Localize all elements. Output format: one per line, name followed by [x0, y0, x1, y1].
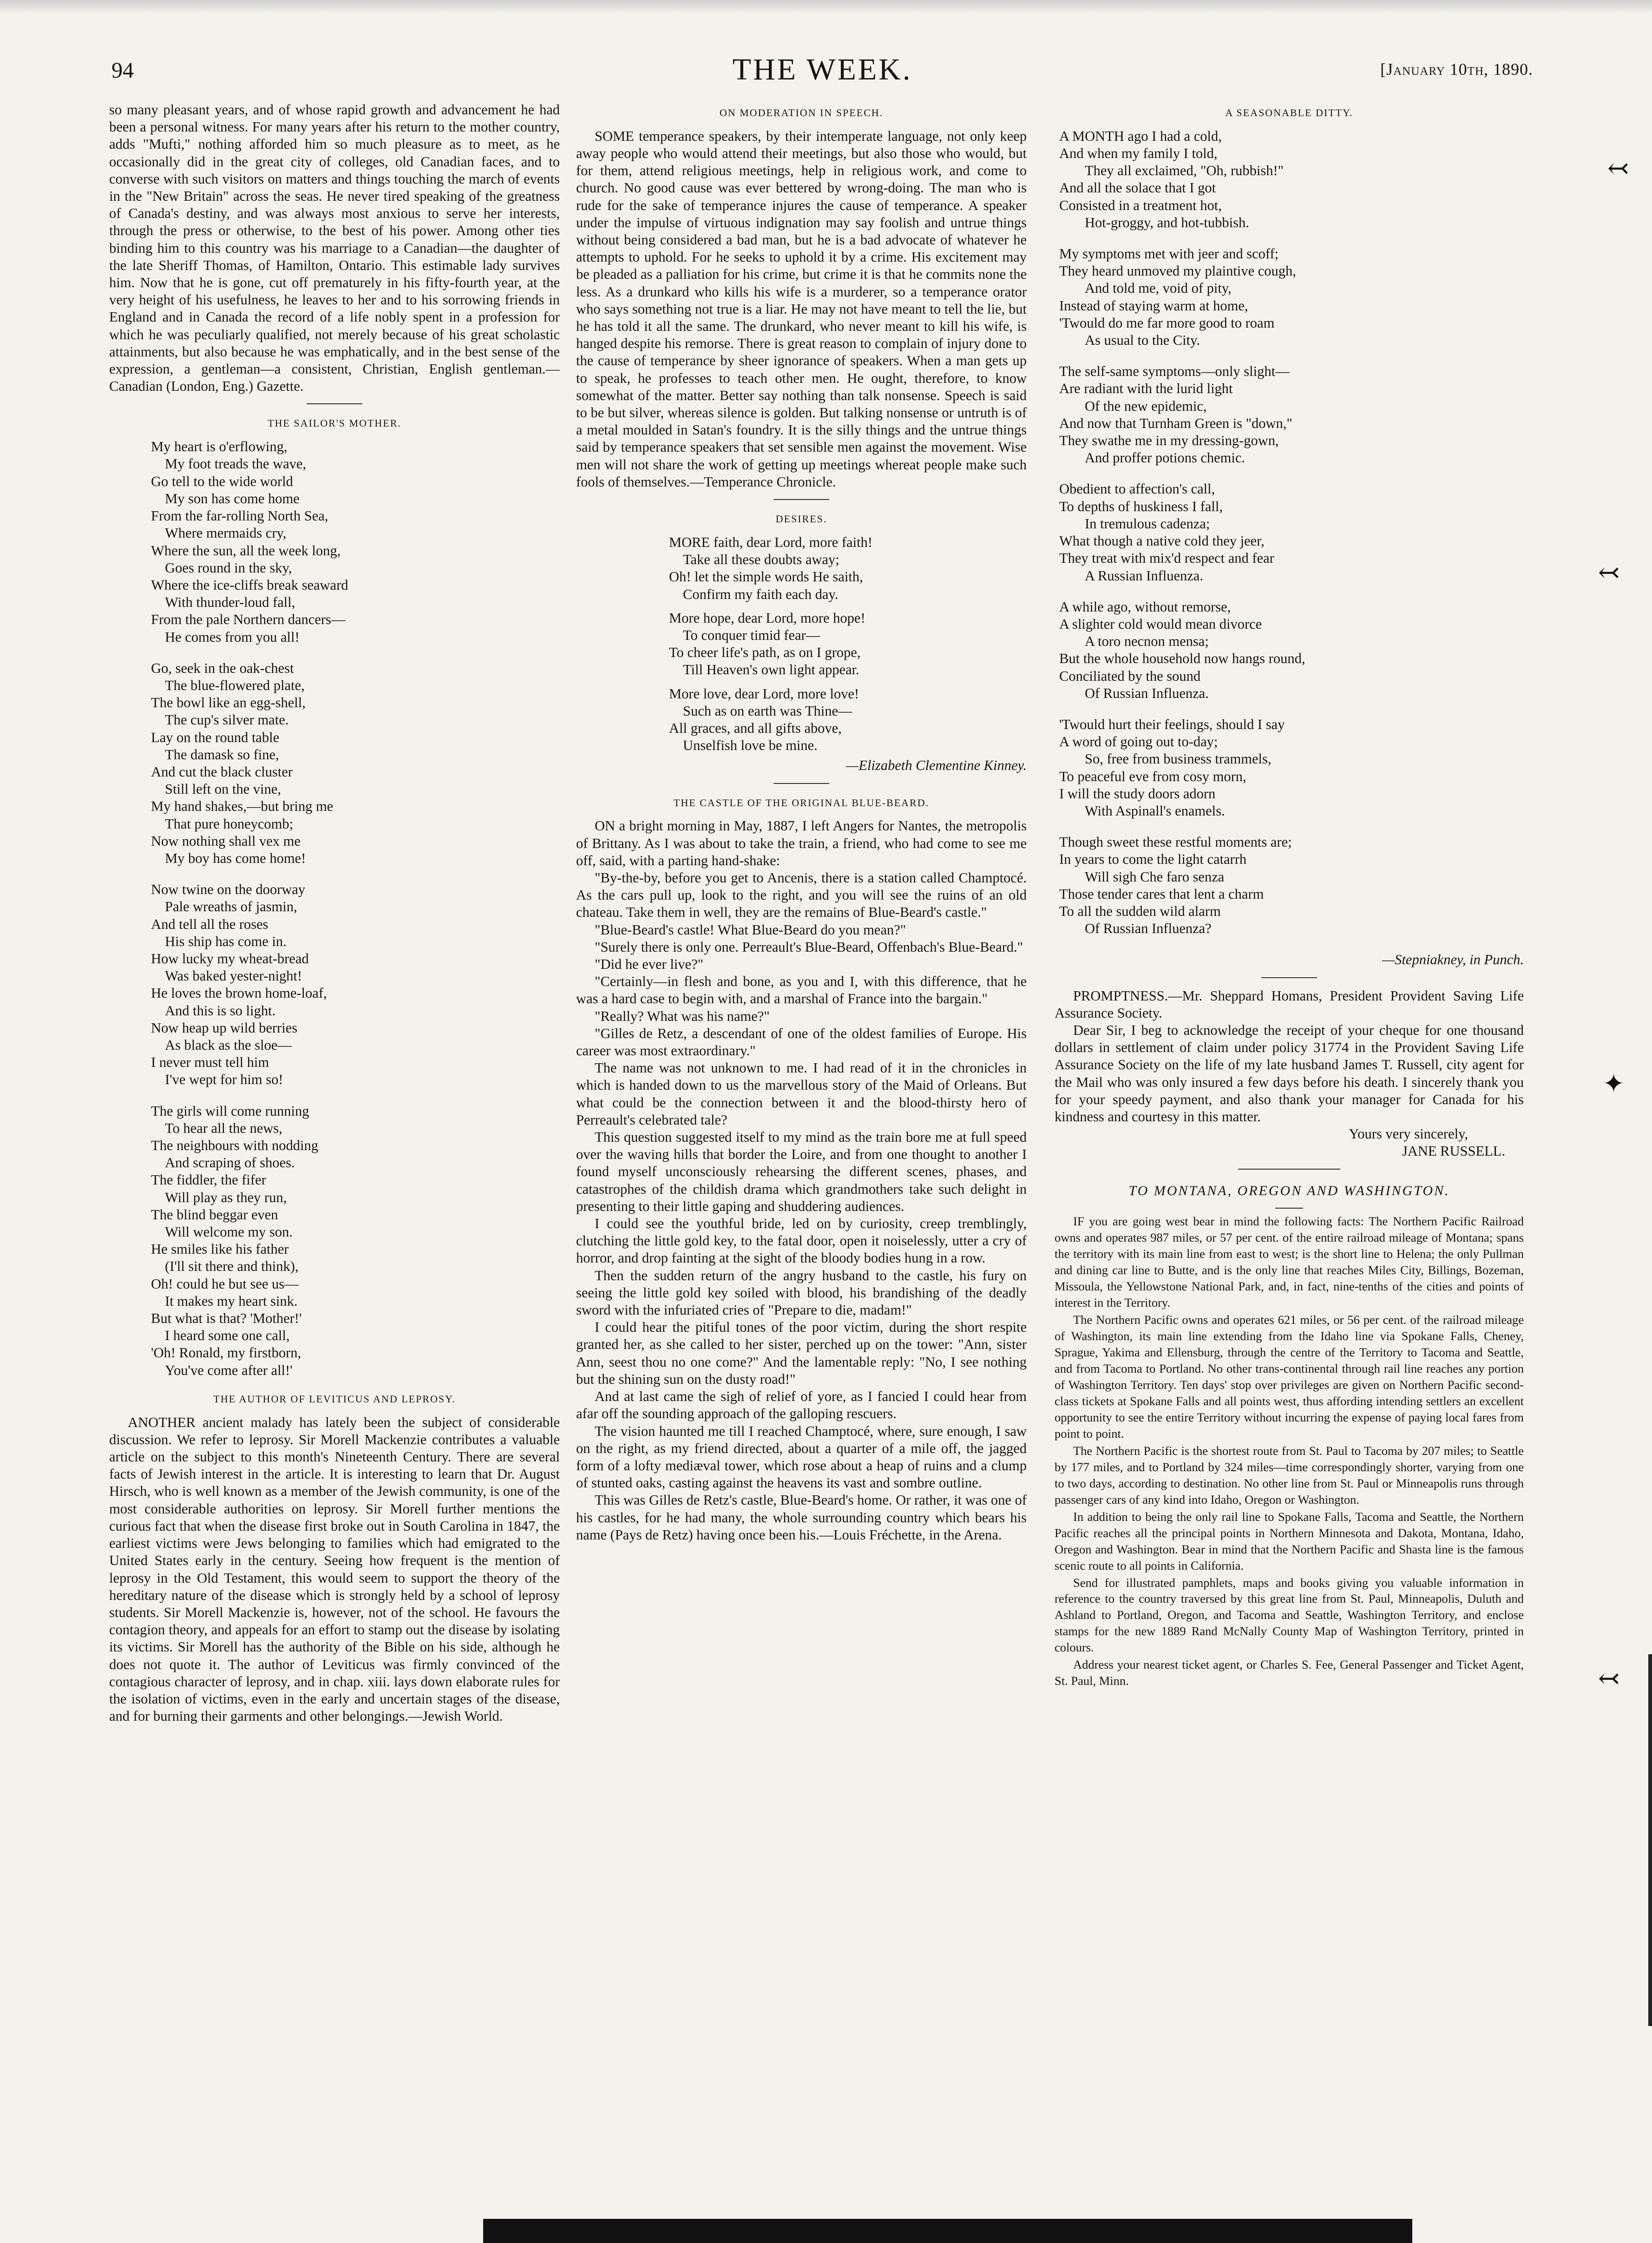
scan-edge-right — [1648, 1654, 1652, 2026]
article-paragraph: And at last came the sigh of relief of yore, as I fancied I could hear from afar off the sounding approach of the galloping rescuers. — [576, 1388, 1027, 1422]
poem-line: Go, seek in the oak-chest — [151, 660, 294, 676]
poem-line: That pure honeycomb; — [165, 816, 294, 832]
moderation-article: SOME temperance speakers, by their intemperate language, not only keep away people who would attend their meetings, but also those who would, but for them, attend religious meetings, help in religious work, and come to church. No good cause was ever bettered by wrong-doing. The man who is rude for the sake of temperance injures the cause of temperance. A speaker under the impulse of virtuous indignation may say foolish and untrue things without being considered a bad man, but he is a bad advocate of whatever he attempts to uphold. For he seeks to uphold it by a crime. His excitement may be pleaded as a palliation for his crime, but crime it is that he commits none the less. As a drunkard who kills his wife is a murderer, so a temperance orator who says something not true is a liar. He may not have meant to tell the lie, but he has told it all the same. The drunkard, who never meant to kill his wife, is hanged despite his remorse. There is great reason to complain of injury done to the cause of temperance by sheer ignorance of speakers. When a man gets up to speak, he professes to teach other men. He ought, therefore, to know somewhat of the matter. Better say nothing than talk nonsense. Speech is said to be but silver, whereas silence is golden. But talking nonsense or untruth is of a metal moulded in Satan's foundry. It is the silly things and the untrue things said by temperance speakers that set sensible men against the movement. Wise men will not share the work of getting up meetings whereat people make such fools of themselves.—Temperance Chronicle. — [576, 128, 1027, 490]
castle-article — [576, 817, 1027, 1544]
poem-line: His ship has come in. — [165, 933, 287, 949]
letter-signature: JANE RUSSELL. — [1402, 1143, 1505, 1159]
poem-stanza — [1059, 599, 1524, 702]
article-paragraph: "Certainly—in flesh and bone, as you and I, with this difference, that he was a hard case to begin with, and a marshal of France into the bargain." — [576, 974, 1027, 1007]
poem-line: The self-same symptoms—only slight— — [1059, 363, 1290, 380]
poem-line: My heart is o'erflowing, — [151, 439, 288, 455]
poem-line: All graces, and all gifts above, — [669, 720, 842, 736]
article-paragraph: The Northern Pacific owns and operates 621 miles, or 56 per cent. of the railroad mileage of Washington, its main line extending from the Idaho line via Spokane Falls, Cheney, Sprague, Yakima and Ellensburg, through the centre of the Territory to Tacoma and Seattle, and from Tacoma to Portland. No other trans-continental through rail line reaches any portion of Washington Territory. Ten days' stop over privileges are given on Northern Pacific second-class tickets at Spokane Falls and all points west, thus affording intending settlers an excellent opportunity to see the entire Territory without incurring the expense of paying local fares from point to point. — [1055, 1313, 1524, 1441]
poem-line: And this is so light. — [165, 1002, 276, 1019]
poem-line: A Russian Influenza. — [1085, 567, 1203, 584]
poem-line: To all the sudden wild alarm — [1059, 903, 1221, 919]
poem-line: Will play as they run, — [165, 1189, 287, 1205]
poem-line: To conquer timid fear— — [683, 627, 820, 643]
poem-line: But the whole household now hangs round, — [1059, 651, 1305, 667]
poem-line: Now heap up wild berries — [151, 1020, 298, 1036]
article-paragraph: This was Gilles de Retz's castle, Blue-Beard's home. Or rather, it was one of his castles, for he had many, the whole surrounding country which bears his name (Pays de Retz) having once been his.—Louis Fréchette, in the Arena. — [576, 1492, 1027, 1543]
poem-line: They treat with mix'd respect and fear — [1059, 550, 1274, 566]
letter-closing: Yours very sincerely, — [1349, 1126, 1468, 1142]
poem-stanza — [1059, 128, 1524, 231]
poem-line: Was baked yester-night! — [165, 968, 302, 984]
poem-line: They heard unmoved my plaintive cough, — [1059, 263, 1296, 279]
article-title: A SEASONABLE DITTY. — [1225, 107, 1353, 118]
poem-line: So, free from business trammels, — [1085, 751, 1272, 767]
margin-mark-icon: ↢ — [1598, 1664, 1620, 1693]
article-paragraph: I could hear the pitiful tones of the poor victim, during the short respite granted her, as she called to her sister, perched up on the tower: "Ann, sister Ann, seest thou no one come?" And the lamentable reply: "No, I see nothing but the shining sun on the dusty road!" — [576, 1319, 1027, 1387]
divider — [774, 783, 829, 784]
page-number: 94 — [111, 58, 134, 83]
poem-line: And all the solace that I got — [1059, 180, 1216, 196]
poem-line: Where mermaids cry, — [165, 525, 287, 541]
poem-stanza — [1059, 363, 1524, 467]
poem-stanza — [1059, 834, 1524, 937]
poem-line: The neighbours with nodding — [151, 1138, 319, 1153]
poem-stanza — [151, 1103, 560, 1379]
issue-date: [January 10th, 1890. — [1380, 60, 1533, 79]
margin-mark-icon: ↢ — [1607, 154, 1629, 183]
poem-line: Of Russian Influenza? — [1085, 921, 1212, 937]
poem-line: In tremulous cadenza; — [1085, 515, 1210, 532]
poem-line: And proffer potions chemic. — [1085, 450, 1246, 466]
article-title: THE SAILOR'S MOTHER. — [268, 417, 401, 429]
poem-line: The girls will come running — [151, 1103, 309, 1119]
leviticus-article: ANOTHER ancient malady has lately been the subject of considerable discussion. We refer to leprosy. Sir Morell Mackenzie contributes a valuable article on the subject to this month's Nineteenth Century. There are several facts of Jewish interest in the article. It is interesting to learn that Dr. August Hirsch, who is well known as a member of the Jewish community, is one of the most considerable authorities on leprosy. Sir Morell further mentions the curious fact that when the disease first broke out in South Carolina in 1847, the earliest victims were Jews belonging to families which had emigrated to the United States early in the century. Seeing how frequent is the mention of leprosy in the Old Testament, this would seem to support the theory of the hereditary nature of the disease which is strongly held by a school of leprosy students. Sir Morell Mackenzie is, however, not of the school. He favours the contagion theory, and appeals for an effort to stamp out the disease by isolating its victims. Sir Morell has the authority of the Bible on his side, although he does not quote it. The author of Leviticus was firmly convinced of the contagious character of leprosy, and in chap. xiii. lays down elaborate rules for the isolation of victims, even in the early and uncertain stages of the disease, and for burning their garments and other belongings.—Jewish World. — [109, 1414, 560, 1724]
article-paragraph: "Surely there is only one. Perreault's Blue-Beard, Offenbach's Blue-Beard." — [595, 939, 1023, 955]
poem-line: What though a native cold they jeer, — [1059, 533, 1265, 549]
poem-line: Hot-groggy, and hot-tubbish. — [1085, 214, 1249, 230]
article-title: THE CASTLE OF THE ORIGINAL BLUE-BEARD. — [673, 796, 930, 809]
poem-line: (I'll sit there and think), — [165, 1258, 299, 1275]
poem-stanza — [669, 534, 1027, 603]
poem-line: A word of going out to-day; — [1059, 734, 1218, 750]
masthead — [111, 52, 1533, 103]
poem-line: Consisted in a treatment hot, — [1059, 197, 1222, 213]
poem-line: A toro necnon mensa; — [1085, 633, 1209, 650]
poem-line: And tell all the roses — [151, 916, 269, 932]
poem-line: Are radiant with the lurid light — [1059, 381, 1233, 397]
poem-line: As usual to the City. — [1085, 332, 1200, 349]
poem-line: More love, dear Lord, more love! — [669, 685, 859, 702]
poem-line: My son has come home — [165, 490, 300, 506]
poem-line: Go tell to the wide world — [151, 473, 293, 489]
divider — [1238, 1169, 1340, 1170]
poem-line: The damask so fine, — [165, 746, 279, 763]
poem-line: With Aspinall's enamels. — [1085, 802, 1225, 819]
poem-line: 'Twould hurt their feelings, should I say — [1059, 716, 1285, 732]
poem-line: Will sigh Che faro senza — [1085, 868, 1225, 885]
poem-line: Till Heaven's own light appear. — [683, 662, 859, 678]
poem-author: —Stepniakney, in Punch. — [1382, 952, 1524, 968]
poem-line: In years to come the light catarrh — [1059, 851, 1247, 868]
poem-line: To hear all the news, — [165, 1120, 282, 1136]
poem-line: Those tender cares that lent a charm — [1059, 886, 1264, 902]
scan-edge-bottom — [483, 2219, 1412, 2243]
scan-edge-top — [0, 0, 1652, 14]
poem-line: Now nothing shall vex me — [151, 833, 301, 849]
poem-line: He loves the brown home-loaf, — [151, 985, 327, 1001]
poem-line: Pale wreaths of jasmin, — [165, 899, 297, 915]
poem-line: My boy has come home! — [165, 850, 306, 866]
poem-line: The blind beggar even — [151, 1206, 278, 1223]
poem-line: MORE faith, dear Lord, more faith! — [669, 534, 872, 550]
poem-line: Of Russian Influenza. — [1085, 685, 1209, 701]
article-title: DESIRES. — [775, 513, 827, 525]
poem-line: The bowl like an egg-shell, — [151, 695, 306, 711]
poem-stanza — [1059, 716, 1524, 820]
poem-line: I never must tell him — [151, 1054, 269, 1071]
poem-line: Goes round in the sky, — [165, 559, 292, 576]
railroad-advertisement — [1055, 1213, 1524, 1689]
poem-line: A MONTH ago I had a cold, — [1059, 128, 1222, 144]
poem-line: A slighter cold would mean divorce — [1059, 616, 1262, 632]
poem-line: The blue-flowered plate, — [165, 677, 305, 693]
poem-line: And when my family I told, — [1059, 145, 1218, 162]
poem-stanza — [151, 438, 560, 645]
poem-line: Though sweet these restful moments are; — [1059, 834, 1292, 850]
poem-line: You've come after all!' — [165, 1362, 293, 1378]
poem-line: My foot treads the wave, — [165, 456, 307, 472]
article-paragraph: Then the sudden return of the angry husband to the castle, his fury on seeing the little gold key soiled with blood, his brandishing of the deadly sword with the infuriated cries of "Prepare to die, madam!" — [576, 1267, 1027, 1318]
poem-line: Obedient to affection's call, — [1059, 481, 1215, 497]
poem-line: I heard some one call, — [165, 1328, 290, 1344]
divider — [307, 403, 362, 404]
article-paragraph: "By-the-by, before you get to Ancenis, there is a station called Champtocé. As the cars pull up, look to the right, and you will see the ruins of an old chateau. Take them in well, they are the remains of Blue-Beard's castle." — [576, 870, 1027, 921]
poem-line: Where the sun, all the week long, — [151, 542, 341, 559]
poem-line: Such as on earth was Thine— — [683, 703, 852, 719]
ditty-poem — [1059, 128, 1524, 938]
poem-stanza — [151, 660, 560, 867]
poem-line: To cheer life's path, as on I grope, — [669, 645, 861, 661]
poem-line: Now twine on the doorway — [151, 881, 306, 898]
poem-line: Still left on the vine, — [165, 781, 281, 797]
margin-mark-icon: ✦ — [1603, 1070, 1625, 1098]
poem-stanza — [1059, 245, 1524, 349]
poem-stanza — [669, 685, 1027, 755]
poem-line: The fiddler, the fifer — [151, 1172, 266, 1188]
poem-line: Oh! could he but see us— — [151, 1276, 299, 1292]
article-paragraph: ON a bright morning in May, 1887, I left Angers for Nantes, the metropolis of Brittany. As I was about to take the train, a friend, who had come to see me off, said, with a parting hand-shake: — [576, 818, 1027, 868]
poem-line: The cup's silver mate. — [165, 712, 289, 728]
poem-line: Lay on the round table — [151, 729, 280, 745]
article-paragraph: "Did he ever live?" — [595, 956, 704, 973]
article-paragraph: Send for illustrated pamphlets, maps and books giving you valuable information in reference to the country traversed by this great line from St. Paul, Minneapolis, Duluth and Ashland to Portland, Oregon, and Tacoma and Seattle, Washington Territory, and enclose stamps for the new 1889 Rand McNally County Map of Washington Territory, printed in colours. — [1055, 1575, 1524, 1655]
poem-line: To peaceful eve from cosy morn, — [1059, 768, 1246, 784]
poem-line: Oh! let the simple words He saith, — [669, 569, 863, 585]
article-paragraph: "Gilles de Retz, a descendant of one of the oldest families of Europe. His career was most extraordinary." — [576, 1025, 1027, 1059]
poem-line: 'Twould do me far more good to roam — [1059, 315, 1275, 331]
poem-line: My hand shakes,—but bring me — [151, 798, 334, 815]
poem-line: And cut the black cluster — [151, 763, 293, 780]
article-paragraph: The name was not unknown to me. I had read of it in the chronicles in which is handed down to us the marvellous story of the Maid of Orleans. But what could be the connection between it and the blood-thirsty hero of Perreault's celebrated tale? — [576, 1060, 1027, 1128]
poem-line: From the pale Northern dancers— — [151, 612, 346, 628]
poem-line: A while ago, without remorse, — [1059, 599, 1231, 615]
poem-line: My symptoms met with jeer and scoff; — [1059, 246, 1279, 262]
article-paragraph: In addition to being the only rail line to Spokane Falls, Tacoma and Seattle, the Northern Pacific reaches all the principal points in Northern Minnesota and Dakota, Montana, Idaho, Oregon and Washington. Bear in mind that the Northern Pacific and Shasta line is the famous scenic route to all points in California. — [1055, 1509, 1524, 1572]
article-paragraph: "Really? What was his name?" — [595, 1008, 770, 1024]
article-paragraph: The Northern Pacific is the shortest route from St. Paul to Tacoma by 207 miles; to Seattle by 177 miles, and to Portland by 324 miles—time correspondingly shorter, varying from one to two days, according to destination. No other line from St. Paul or Minneapolis runs through passenger cars of any kind into Idaho, Oregon or Washington. — [1055, 1443, 1524, 1506]
poem-line: Confirm my faith each day. — [683, 586, 839, 602]
poem-line: But what is that? 'Mother!' — [151, 1310, 302, 1327]
article-paragraph: The vision haunted me till I reached Champtocé, where, sure enough, I saw on the right, as my friend directed, about a quarter of a mile off, the jagged form of a lofty mediæval tower, which rose about a heap of ruins and a clump of stunted oaks, casting against the heavens its vast and sombre outline. — [576, 1423, 1027, 1491]
poem-line: As black as the sloe— — [165, 1037, 292, 1053]
poem-stanza — [1059, 480, 1524, 584]
poem-line: He smiles like his father — [151, 1241, 289, 1257]
column-middle — [576, 101, 1027, 2178]
promptness-intro — [1055, 987, 1524, 1022]
promptness-letter: Dear Sir, I beg to acknowledge the receipt of your cheque for one thousand dollars in settlement of claim under policy 31774 in the Provident Saving Life Assurance Society on the life of my late husband James T. Russell, city agent for the Mail who was only insured a few days before his death. I sincerely thank you for your speedy payment, and also thank your manager for Canada for his kindness and courtesy in this matter. — [1055, 1022, 1524, 1125]
poem-line: Where the ice-cliffs break seaward — [151, 577, 348, 593]
promptness-intro-text: —Mr. Sheppard Homans, President Provident Saving Life Assurance Society. — [1055, 987, 1524, 1021]
poem-line: Instead of staying warm at home, — [1059, 297, 1248, 314]
column-right — [1055, 101, 1524, 2178]
sailor-poem — [151, 438, 560, 1379]
promptness-label: PROMPTNESS. — [1073, 987, 1168, 1004]
column-left — [109, 101, 560, 2178]
margin-mark-icon: ↢ — [1598, 559, 1620, 587]
advertisement-title: TO MONTANA, OREGON AND WASHINGTON. — [1128, 1183, 1450, 1198]
poem-line: I will the study doors adorn — [1059, 785, 1216, 802]
poem-line: Conciliated by the sound — [1059, 668, 1201, 684]
poem-line: And now that Turnham Green is "down," — [1059, 415, 1292, 431]
poem-line: It makes my heart sink. — [165, 1293, 298, 1309]
poem-line: Take all these doubts away; — [683, 552, 839, 568]
poem-line: More hope, dear Lord, more hope! — [669, 610, 865, 626]
poem-line: They swathe me in my dressing-gown, — [1059, 433, 1279, 449]
divider — [1261, 977, 1317, 978]
poem-line: He comes from you all! — [165, 629, 300, 645]
poem-line: With thunder-loud fall, — [165, 594, 295, 611]
article-title: THE AUTHOR OF LEVITICUS AND LEPROSY. — [213, 1393, 456, 1405]
article-paragraph: "Blue-Beard's castle! What Blue-Beard do you mean?" — [595, 921, 906, 938]
poem-line: Of the new epidemic, — [1085, 398, 1207, 414]
desires-poem — [669, 534, 1027, 754]
newspaper-title: THE WEEK. — [732, 53, 912, 86]
poem-stanza — [151, 881, 560, 1088]
poem-author: —Elizabeth Clementine Kinney. — [846, 757, 1027, 774]
poem-line: I've wept for him so! — [165, 1072, 283, 1088]
article-paragraph: IF you are going west bear in mind the following facts: The Northern Pacific Railroad owns and operates 987 miles, or 57 per cent. of the entire railroad mileage of Montana; spans the territory with its main line from east to west; is the short line to Helena; the only Pullman and dining car line to Butte, and is the only line that reaches Miles City, Billings, Bozeman, Missoula, the Yellowstone National Park, and, in fact, nine-tenths of the cities and points of interest in the Territory. — [1055, 1214, 1524, 1310]
divider — [1275, 1208, 1303, 1209]
article-paragraph: I could see the youthful bride, led on by curiosity, creep tremblingly, clutching the little gold key, to the fatal door, open it noiselessly, utter a cry of horror, and drop fainting at the sight of the bloody bodies hung in a row. — [576, 1216, 1027, 1266]
poem-line: 'Oh! Ronald, my firstborn, — [151, 1345, 302, 1361]
poem-line: How lucky my wheat-bread — [151, 950, 309, 967]
poem-stanza — [669, 610, 1027, 679]
poem-line: Unselfish love be mine. — [683, 737, 818, 754]
poem-line: And scraping of shoes. — [165, 1155, 295, 1171]
divider — [774, 499, 829, 500]
poem-line: From the far-rolling North Sea, — [151, 508, 328, 524]
poem-line: To depths of huskiness I fall, — [1059, 498, 1223, 514]
obituary-continuation: so many pleasant years, and of whose rapid growth and advancement he had been a personal witness. For many years after his return to the mother country, adds "Mufti," nothing afforded him so much pleasure as to meet, as he occasionally did in the great city of colleges, old Canadian faces, and to converse with such visitors on matters and things touching the march of events in the "New Britain" across the seas. He never tired speaking of the greatness of Canada's destiny, and was always most anxious to serve her interests, through the press or otherwise, to the best of his power. Among other ties binding him to this country was his marriage to a Canadian—the daughter of the late Sheriff Thomas, of Hamilton, Ontario. This estimable lady survives him. Now that he is gone, cut off prematurely in his fifty-fourth year, at the very height of his usefulness, he leaves to her and to his sorrowing friends in England and in Canada the record of a life nobly spent in a profession for which he was peculiarly qualified, not merely because of his great scholastic attainments, but also because he was emphatically, and in the best sense of the expression, a gentleman—a consistent, Christian, English gentleman.—Canadian (London, Eng.) Gazette. — [109, 102, 560, 395]
article-paragraph: This question suggested itself to my mind as the train bore me at full speed over the waving hills that border the Loire, and from one thought to another I found myself unconsciously rehearsing the different scenes, phases, and catastrophes of the childish drama which grandmothers take such delight in presenting to their little gaping and shuddering audiences. — [576, 1129, 1027, 1214]
poem-line: Will welcome my son. — [165, 1224, 293, 1240]
article-title: ON MODERATION IN SPEECH. — [719, 107, 884, 118]
poem-line: And told me, void of pity, — [1085, 280, 1232, 296]
article-paragraph: Address your nearest ticket agent, or Charles S. Fee, General Passenger and Ticket Agent, St. Paul, Minn. — [1055, 1658, 1524, 1688]
poem-line: They all exclaimed, "Oh, rubbish!" — [1085, 163, 1284, 179]
